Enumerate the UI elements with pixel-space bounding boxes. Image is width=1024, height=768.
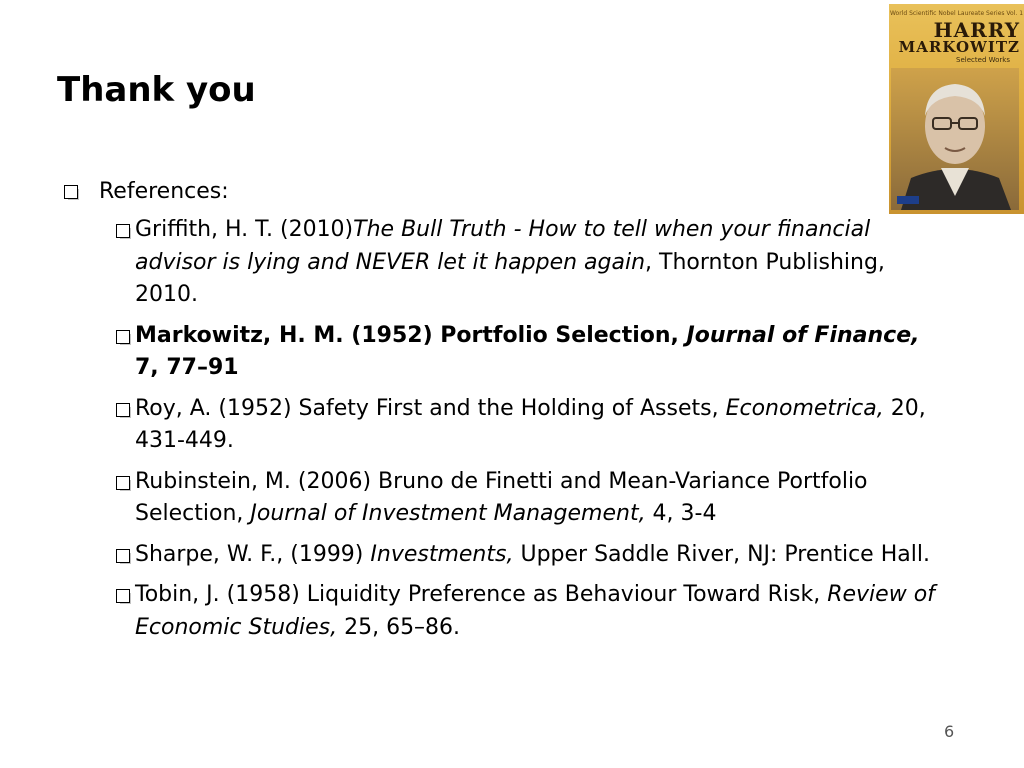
reference-authors: Markowitz, H. M. (1952) Portfolio Selection, bbox=[135, 322, 687, 348]
reference-authors: Tobin, J. (1958) Liquidity Preference as Behaviour Toward Risk, bbox=[135, 582, 828, 607]
reference-item bbox=[116, 466, 936, 531]
reference-details: Upper Saddle River, NJ: Prentice Hall. bbox=[513, 541, 930, 567]
book-title-line2: MARKOWITZ bbox=[898, 38, 1020, 56]
checkbox-bullet-icon bbox=[116, 476, 130, 490]
reference-title: The Bull Truth - How to tell when your financial advisor is lying and NEVER let it happen again bbox=[135, 217, 871, 275]
reference-text bbox=[135, 579, 936, 644]
reference-text bbox=[135, 320, 936, 385]
reference-details: 20, 431-449. bbox=[135, 395, 926, 453]
reference-text bbox=[135, 539, 936, 572]
checkbox-bullet-icon bbox=[116, 589, 130, 603]
reference-details: , Thornton Publishing, 2010. bbox=[135, 249, 885, 307]
checkbox-bullet-icon bbox=[64, 185, 78, 199]
book-title-line1: HARRY bbox=[933, 18, 1020, 42]
reference-details: 25, 65–86. bbox=[337, 614, 461, 640]
reference-text bbox=[135, 393, 936, 458]
reference-authors: Sharpe, W. F., (1999) bbox=[135, 541, 371, 567]
reference-item bbox=[116, 539, 936, 572]
reference-item bbox=[116, 320, 936, 385]
reference-item bbox=[116, 393, 936, 458]
reference-title: Journal of Finance, bbox=[686, 322, 920, 348]
references-section bbox=[64, 178, 964, 652]
checkbox-bullet-icon bbox=[116, 549, 130, 563]
reference-text bbox=[135, 214, 936, 312]
reference-title: Review of Economic Studies, bbox=[135, 582, 935, 640]
reference-details: 4, 3-4 bbox=[645, 501, 717, 526]
reference-authors: Griffith, H. T. (2010) bbox=[135, 217, 354, 242]
reference-details: 7, 77–91 bbox=[135, 355, 239, 380]
reference-item bbox=[116, 214, 936, 312]
checkbox-bullet-icon bbox=[116, 403, 130, 417]
references-heading: References: bbox=[99, 179, 229, 204]
reference-title: Journal of Investment Management, bbox=[250, 501, 646, 526]
reference-title: Econometrica, bbox=[725, 395, 884, 421]
slide-title: Thank you bbox=[57, 70, 256, 110]
reference-text bbox=[135, 466, 936, 531]
reference-item bbox=[116, 579, 936, 644]
reference-list bbox=[64, 214, 964, 644]
references-heading-row bbox=[64, 178, 964, 206]
checkbox-bullet-icon bbox=[116, 330, 130, 344]
reference-authors: Rubinstein, M. (2006) Bruno de Finetti and Mean-Variance Portfolio Selection, bbox=[135, 468, 868, 526]
book-series-text: World Scientific Nobel Laureate Series Vol. 1 bbox=[889, 10, 1024, 17]
reference-authors: Roy, A. (1952) Safety First and the Holding of Assets, bbox=[135, 395, 726, 421]
reference-title: Investments, bbox=[370, 541, 514, 567]
checkbox-bullet-icon bbox=[116, 224, 130, 238]
page-number: 6 bbox=[944, 722, 955, 741]
book-subtitle: Selected Works bbox=[956, 56, 1010, 64]
